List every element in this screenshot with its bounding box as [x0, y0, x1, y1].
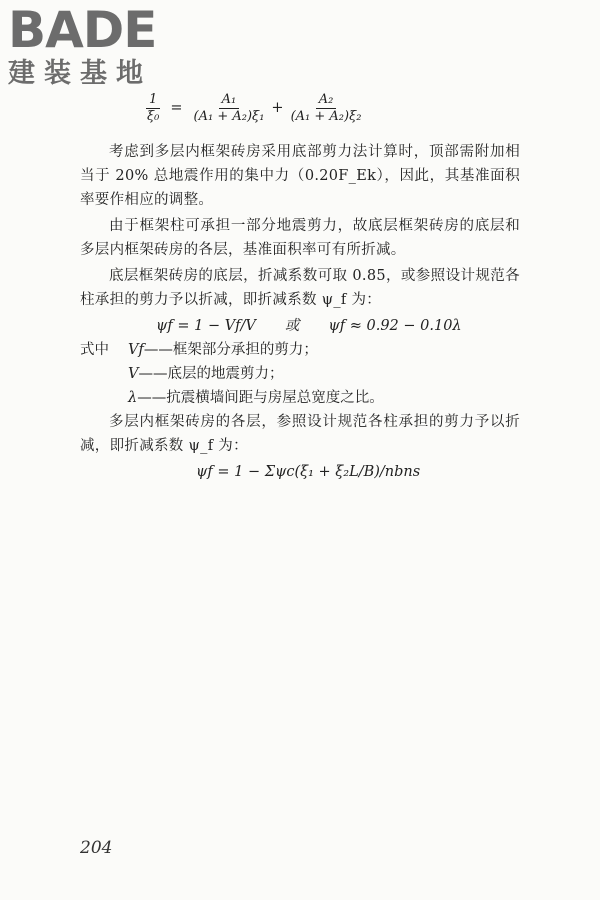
fraction-denominator: (A₁ + A₂)ξ₂ — [290, 108, 362, 124]
definition-text: ——底层的地震剪力； — [138, 366, 284, 382]
definition-label: 式中 — [80, 342, 109, 358]
page-content — [80, 86, 520, 484]
definition-text: ——抗震横墙间距与房屋总宽度之比。 — [137, 390, 384, 406]
paragraph-multistory-reduction: 多层内框架砖房的各层，参照设计规范各柱承担的剪力予以折减，即折减系数 ψ_f 为： — [80, 414, 520, 454]
definition-label — [80, 386, 128, 410]
definition-symbol: λ — [128, 390, 138, 406]
plus-sign: + — [271, 100, 284, 116]
definition-symbol: Vf — [128, 342, 144, 358]
paragraph-top-force: 考虑到多层内框架砖房采用底部剪力法计算时，顶部需附加相当于 20% 总地震作用的集中力（0.20F_Ek），因此，其基准面积率要作相应的调整。 — [80, 144, 520, 208]
fraction-term-2 — [288, 92, 365, 125]
definition-label — [80, 362, 128, 386]
paragraph-reduction-factor: 底层框架砖房的底层，折减系数可取 0.85，或参照设计规范各柱承担的剪力予以折减，即折减系数 ψ_f 为： — [80, 268, 520, 308]
fraction-numerator: A₁ — [219, 92, 240, 109]
formula-multistory-reduction: ψf = 1 − Σψc(ξ₁ + ξ₂L/B)/nbns — [196, 464, 421, 480]
fraction-denominator: ξ₀ — [147, 108, 160, 124]
fraction-denominator: (A₁ + A₂)ξ₁ — [193, 108, 265, 124]
paragraph-frame-shear: 由于框架柱可承担一部分地震剪力，故底层框架砖房的底层和多层内框架砖房的各层，基准面积率可有所折减。 — [80, 218, 520, 258]
definition-row — [80, 338, 520, 362]
logo-brand-text: BADE — [8, 1, 157, 59]
symbol-definitions — [80, 338, 520, 410]
formula-reduction-factor: ψf = 1 − Vf/V 或 ψf ≈ 0.92 − 0.10λ — [156, 318, 462, 334]
formula-base-area-ratio — [140, 88, 520, 128]
fraction-numerator: A₂ — [316, 92, 337, 109]
logo-subtitle: 建装基地 — [8, 58, 152, 89]
definition-text: ——框架部分承担的剪力； — [143, 342, 318, 358]
fraction-term-1 — [191, 92, 268, 125]
bade-logo — [8, 1, 178, 90]
fraction-numerator: 1 — [146, 92, 160, 109]
definition-symbol: V — [128, 366, 139, 382]
equals-sign: = — [170, 100, 183, 116]
definition-row — [80, 386, 520, 410]
logo-brand — [8, 1, 178, 59]
fraction-lhs — [144, 92, 162, 125]
page-number: 204 — [80, 838, 113, 858]
definition-row — [80, 362, 520, 386]
